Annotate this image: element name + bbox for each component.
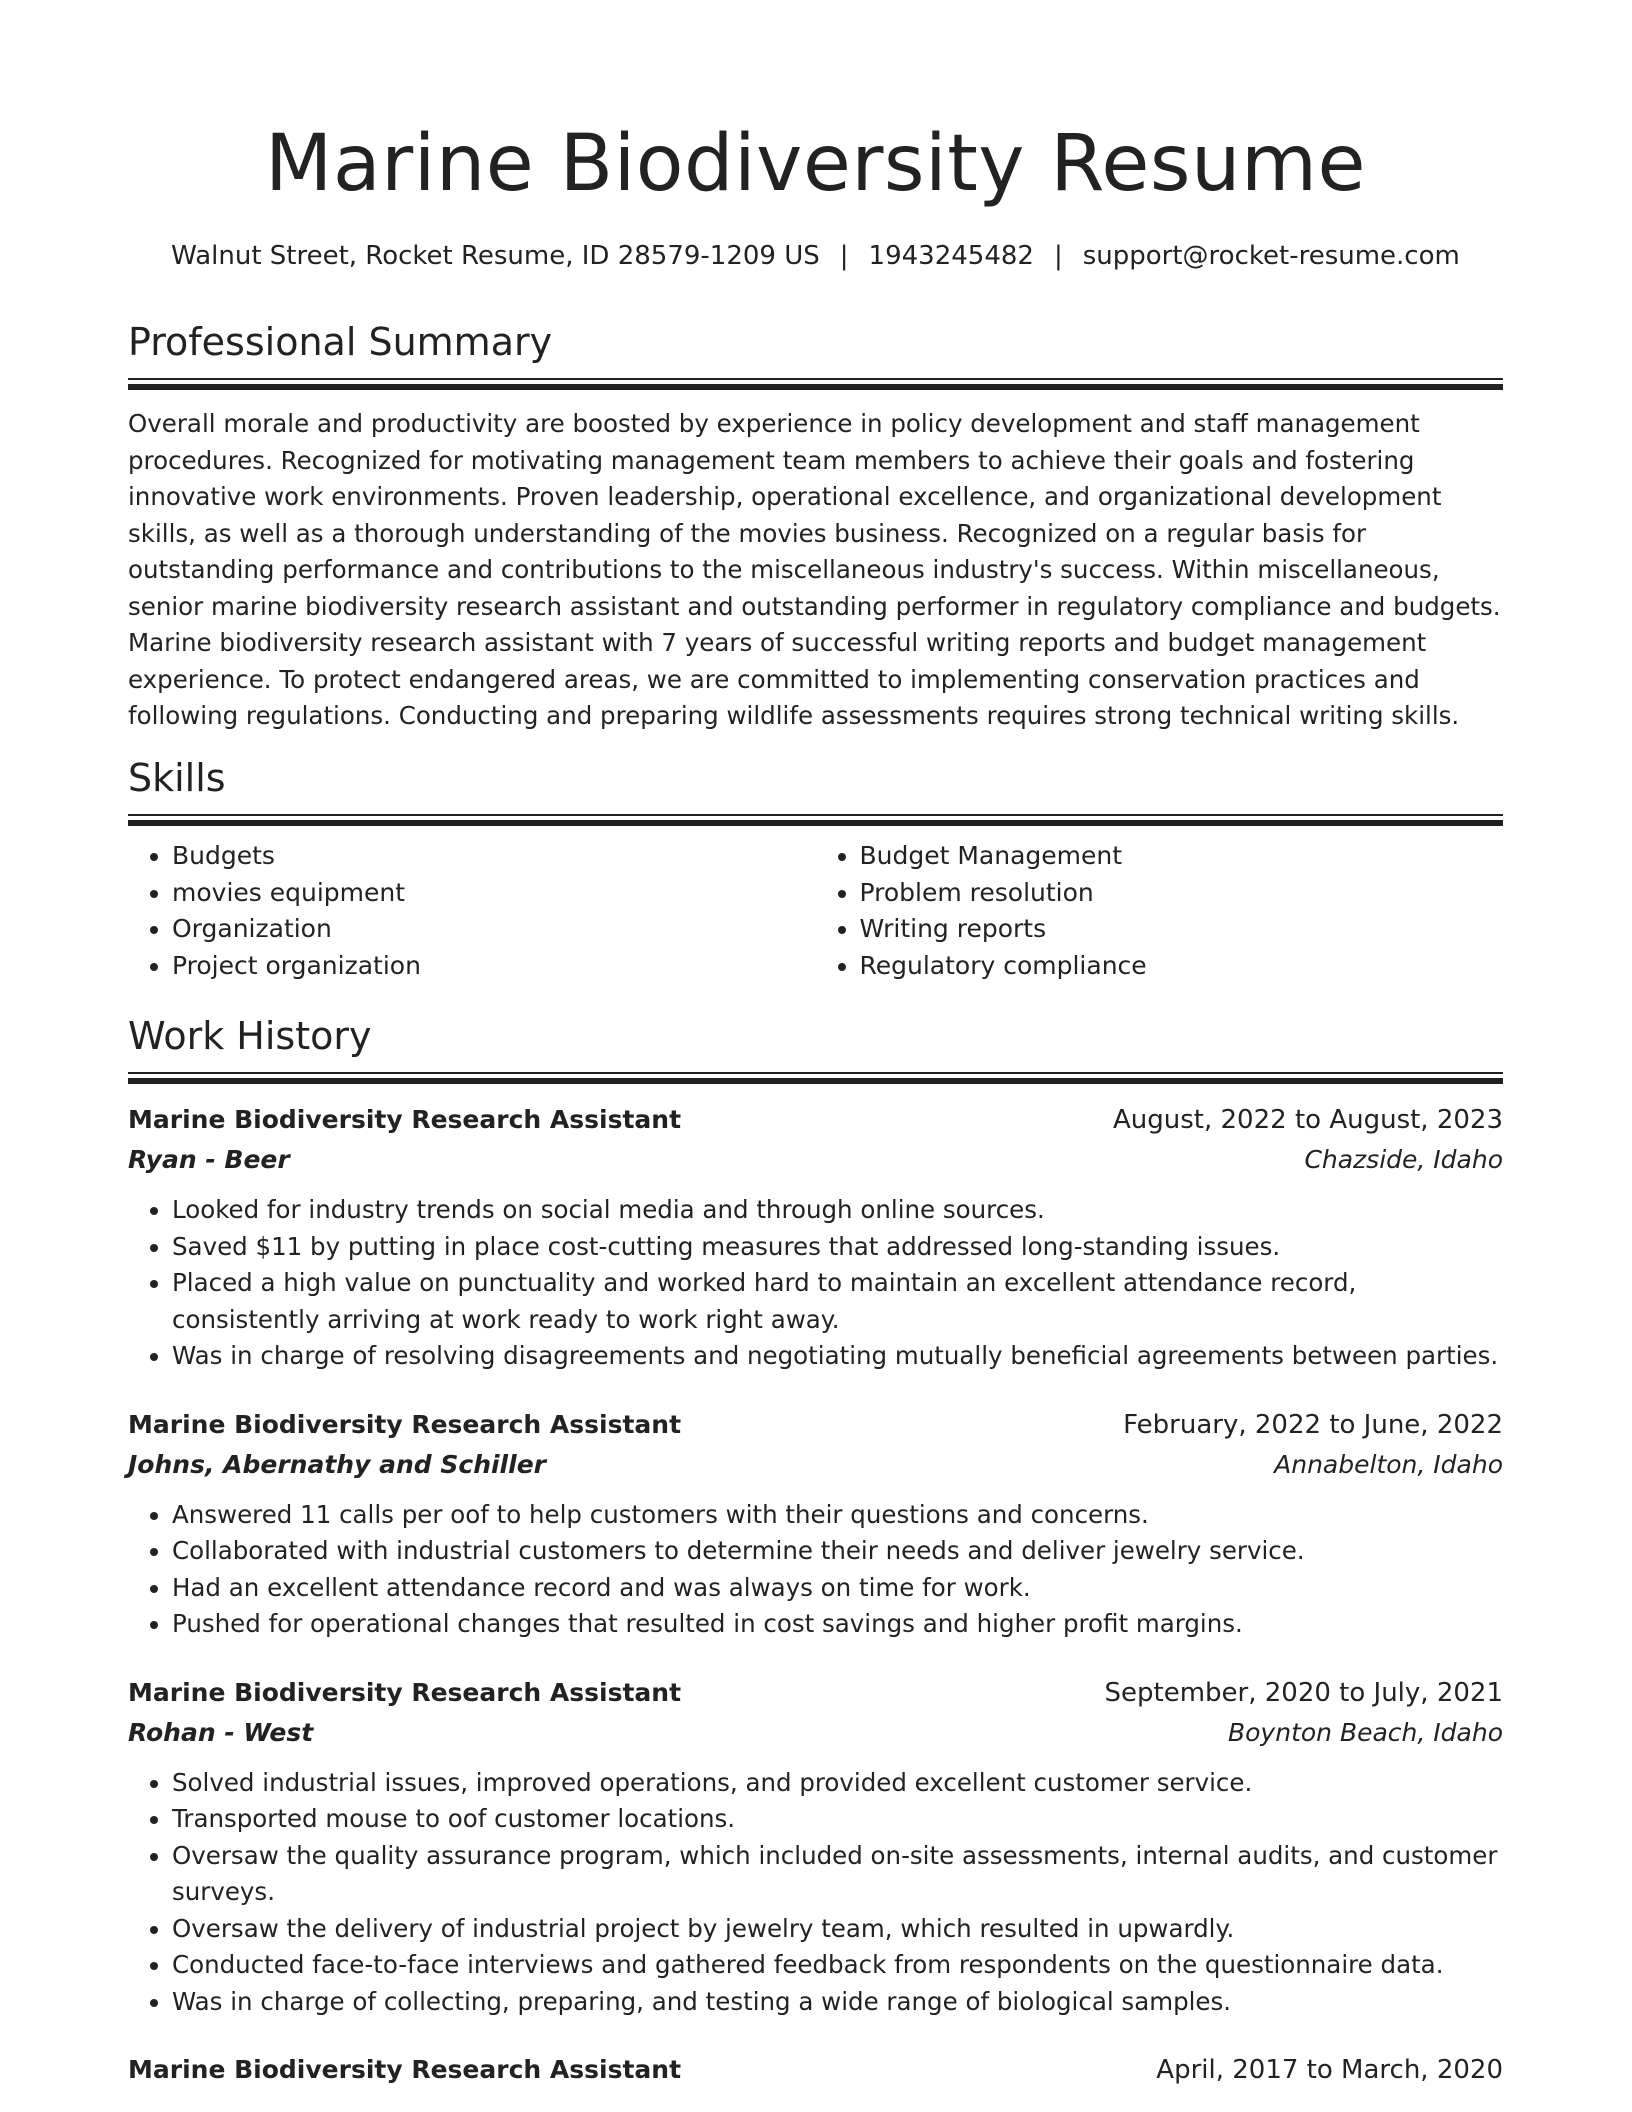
job-title: Marine Biodiversity Research Assistant	[128, 2055, 682, 2084]
skills-section	[128, 754, 1503, 984]
job-company: Johns, Abernathy and Schiller	[128, 1449, 546, 1479]
skill-item: • Budget Management	[860, 838, 1504, 875]
job-bullet: • Pushed for operational changes that resulted in cost savings and higher profit margins.	[172, 1606, 1503, 1643]
contact-separator: |	[1053, 241, 1063, 271]
job-bullet: • Saved $11 by putting in place cost-cutting measures that addressed long-standing issues.	[172, 1229, 1503, 1266]
job-bullet: • Looked for industry trends on social media and through online sources.	[172, 1192, 1503, 1229]
job-bullet: • Was in charge of collecting, preparing, and testing a wide range of biological samples.	[172, 1984, 1503, 2021]
job-bullet: • Answered 11 calls per oof to help customers with their questions and concerns.	[172, 1497, 1503, 1534]
job-bullets	[128, 1192, 1503, 1375]
job-company: Rohan - West	[128, 1717, 314, 1747]
skill-item: • Regulatory compliance	[860, 948, 1504, 985]
job-bullet: • Solved industrial issues, improved operations, and provided excellent customer service.	[172, 1765, 1503, 1802]
section-divider	[128, 378, 1503, 392]
job-entry	[128, 2050, 1503, 2090]
job-company: Ryan - Beer	[128, 1145, 290, 1174]
job-dates: April, 2017 to March, 2020	[1156, 2055, 1503, 2085]
job-location: Annabelton, Idaho	[1274, 1449, 1503, 1479]
contact-phone: 1943245482	[868, 241, 1034, 271]
contact-email: support@rocket-resume.com	[1082, 241, 1460, 271]
summary-text: Overall morale and productivity are boosted by experience in policy development and staff management procedures. Recognized for motivating management team members to achieve their goals and fostering innovative work environments. Proven leadership, operational excellence, and organizational development skills, as well as a thorough understanding of the movies business. Recognized on a regular basis for outstanding performance and contributions to the miscellaneous industry's success. Within miscellaneous, senior marine biodiversity research assistant and outstanding performer in regulatory compliance and budgets. Marine biodiversity research assistant with 7 years of successful writing reports and budget management experience. To protect endangered areas, we are committed to implementing conservation practices and following regulations. Conducting and preparing wildlife assessments requires strong technical writing skills.	[128, 409, 1501, 730]
skill-item: • Writing reports	[860, 911, 1504, 948]
job-bullets	[128, 1765, 1503, 2021]
job-bullet: • Collaborated with industrial customers to determine their needs and deliver jewelry service.	[172, 1533, 1503, 1570]
job-dates: September, 2020 to July, 2021	[1104, 1677, 1503, 1708]
job-bullets	[128, 1497, 1503, 1643]
job-bullet: • Placed a high value on punctuality and worked hard to maintain an excellent attendance record, consistently arriving at work ready to work right away.	[172, 1265, 1503, 1338]
skills-grid	[128, 838, 1503, 984]
job-title: Marine Biodiversity Research Assistant	[128, 1105, 682, 1134]
job-bullet: • Oversaw the delivery of industrial project by jewelry team, which resulted in upwardly.	[172, 1911, 1503, 1948]
skills-heading: Skills	[128, 756, 226, 800]
job-dates: August, 2022 to August, 2023	[1113, 1105, 1503, 1135]
job-location: Boynton Beach, Idaho	[1227, 1717, 1503, 1747]
job-entry	[128, 1100, 1503, 1375]
job-bullet: • Transported mouse to oof customer locations.	[172, 1801, 1503, 1838]
skill-item: • Project organization	[172, 948, 816, 985]
summary-heading: Professional Summary	[128, 320, 553, 364]
job-entry	[128, 1405, 1503, 1643]
job-title: Marine Biodiversity Research Assistant	[128, 1677, 682, 1707]
job-entry	[128, 1673, 1503, 2021]
job-bullet: • Had an excellent attendance record and was always on time for work.	[172, 1570, 1503, 1607]
job-bullet: • Conducted face-to-face interviews and gathered feedback from respondents on the questionnaire data.	[172, 1947, 1503, 1984]
skill-item: • Organization	[172, 911, 816, 948]
job-dates: February, 2022 to June, 2022	[1123, 1409, 1503, 1440]
resume-title: Marine Biodiversity Resume	[265, 119, 1366, 209]
contact-separator: |	[839, 241, 849, 271]
skills-column-left	[128, 838, 816, 984]
work-history-section	[128, 1012, 1503, 2090]
job-location: Chazside, Idaho	[1304, 1145, 1503, 1174]
skill-item: • Budgets	[172, 838, 816, 875]
summary-section	[128, 318, 1503, 735]
skills-column-right	[816, 838, 1504, 984]
skill-item: • movies equipment	[172, 875, 816, 912]
job-bullet: • Oversaw the quality assurance program, which included on-site assessments, internal audits, and customer surveys.	[172, 1838, 1503, 1911]
contact-address: Walnut Street, Rocket Resume, ID 28579-1209 US	[171, 241, 820, 271]
skill-item: • Problem resolution	[860, 875, 1504, 912]
section-divider	[128, 1072, 1503, 1086]
section-divider	[128, 814, 1503, 828]
work-history-heading: Work History	[128, 1014, 372, 1058]
contact-line	[128, 238, 1503, 274]
job-title: Marine Biodiversity Research Assistant	[128, 1409, 682, 1439]
job-bullet: • Was in charge of resolving disagreements and negotiating mutually beneficial agreements between parties.	[172, 1338, 1503, 1375]
